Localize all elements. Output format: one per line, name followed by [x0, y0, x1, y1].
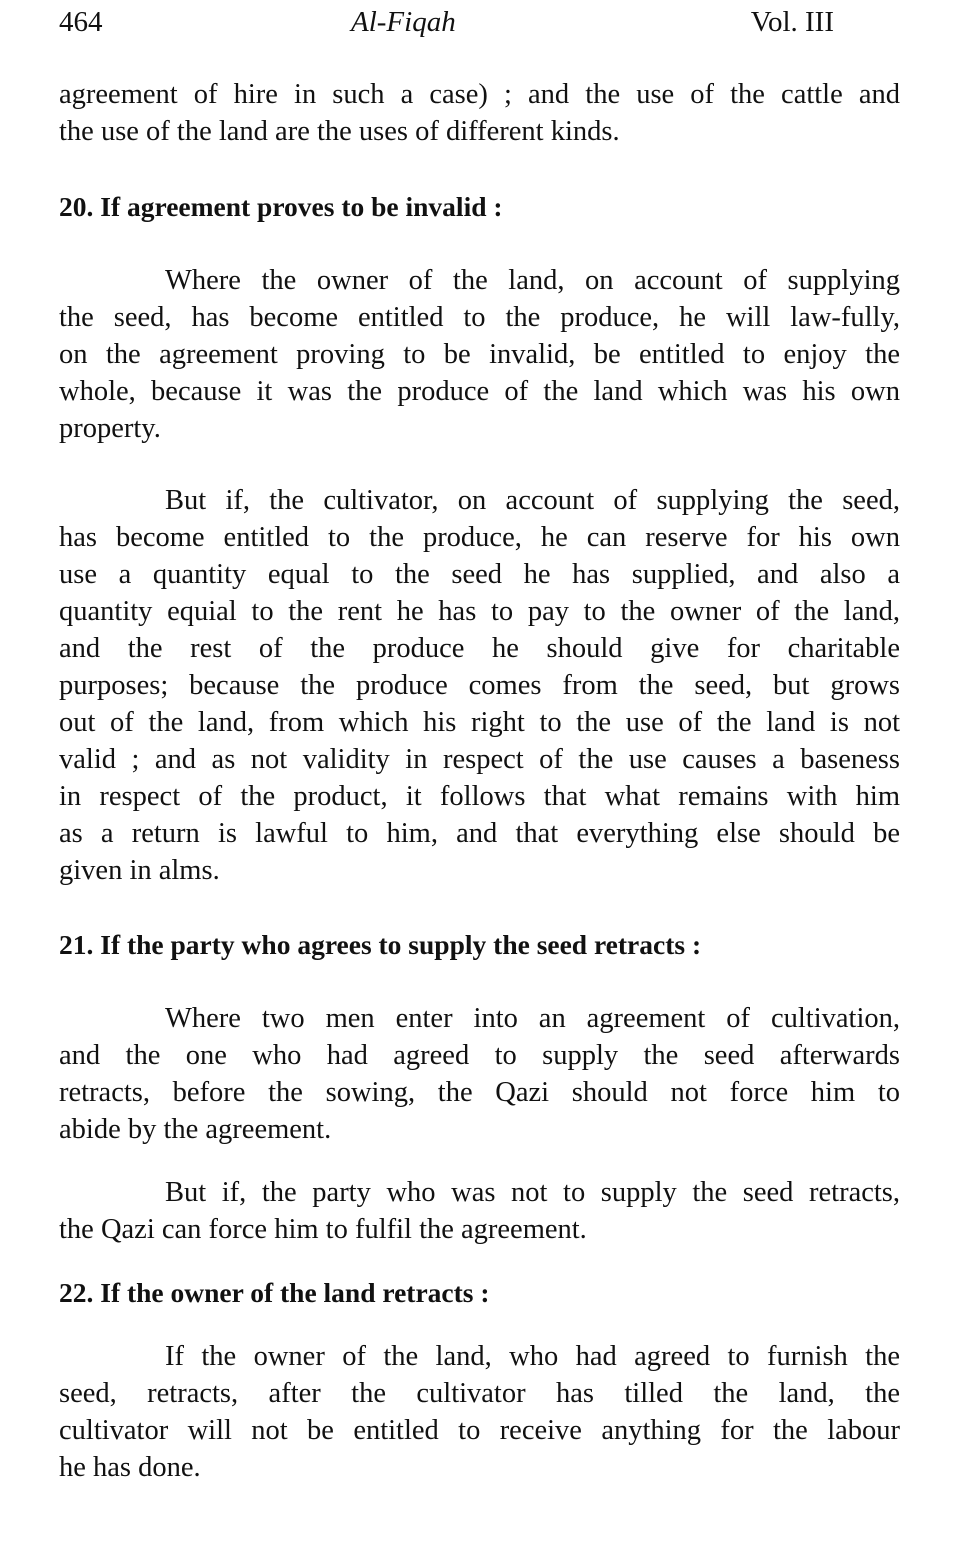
text-line: Where the owner of the land, on account of supplying — [165, 265, 900, 296]
running-header — [59, 0, 900, 44]
text-line: the Qazi can force him to fulfil the agreement. — [59, 1214, 587, 1245]
section-21-paragraph-2 — [59, 1174, 900, 1248]
text-line: out of the land, from which his right to the use of the land is not — [59, 707, 900, 738]
section-20-heading-block — [59, 188, 900, 225]
text-line: as a return is lawful to him, and that everything else should be — [59, 818, 900, 849]
document-page — [59, 0, 900, 1483]
book-title: Al-Fiqah — [351, 6, 456, 38]
text-line: quantity equial to the rent he has to pay to the owner of the land, — [59, 596, 900, 627]
text-line: the seed, has become entitled to the produce, he will law-fully, — [59, 302, 900, 333]
text-line: use a quantity equal to the seed he has supplied, and also a — [59, 559, 900, 590]
section-21-heading-block — [59, 926, 900, 963]
text-line: If the owner of the land, who had agreed to furnish the — [165, 1341, 900, 1372]
section-21-paragraph-1 — [59, 1000, 900, 1148]
text-line: has become entitled to the produce, he can reserve for his own — [59, 522, 900, 553]
text-line: and the rest of the produce he should give for charitable — [59, 633, 900, 664]
volume-label: Vol. III — [750, 6, 834, 38]
text-line: the use of the land are the uses of different kinds. — [59, 116, 620, 147]
section-20-paragraph-2 — [59, 482, 900, 889]
text-line: cultivator will not be entitled to receive anything for the labour — [59, 1415, 900, 1446]
text-line: retracts, before the sowing, the Qazi should not force him to — [59, 1077, 900, 1108]
text-line: property. — [59, 413, 161, 444]
text-line: seed, retracts, after the cultivator has tilled the land, the — [59, 1378, 900, 1409]
text-line: he has done. — [59, 1452, 201, 1483]
text-line: agreement of hire in such a case) ; and the use of the cattle and — [59, 79, 900, 110]
text-line: abide by the agreement. — [59, 1114, 332, 1145]
text-line: Where two men enter into an agreement of cultivation, — [165, 1003, 900, 1034]
text-line: in respect of the product, it follows that what remains with him — [59, 781, 900, 812]
text-line: whole, because it was the produce of the land which was his own — [59, 376, 900, 407]
section-heading: 21. If the party who agrees to supply the seed retracts : — [59, 929, 702, 960]
section-20-paragraph-1 — [59, 262, 900, 447]
section-heading: 22. If the owner of the land retracts : — [59, 1277, 490, 1308]
section-22-paragraph-1 — [59, 1338, 900, 1486]
text-line: and the one who had agreed to supply the seed afterwards — [59, 1040, 900, 1071]
intro-paragraph — [59, 76, 900, 150]
text-line: given in alms. — [59, 855, 220, 886]
section-heading: 20. If agreement proves to be invalid : — [59, 191, 503, 222]
text-line: purposes; because the produce comes from the seed, but grows — [59, 670, 900, 701]
page-number: 464 — [59, 6, 103, 38]
section-22-heading-block — [59, 1274, 900, 1311]
text-line: But if, the cultivator, on account of supplying the seed, — [165, 485, 900, 516]
text-line: on the agreement proving to be invalid, be entitled to enjoy the — [59, 339, 900, 370]
text-line: But if, the party who was not to supply the seed retracts, — [165, 1177, 900, 1208]
text-line: valid ; and as not validity in respect of the use causes a baseness — [59, 744, 900, 775]
